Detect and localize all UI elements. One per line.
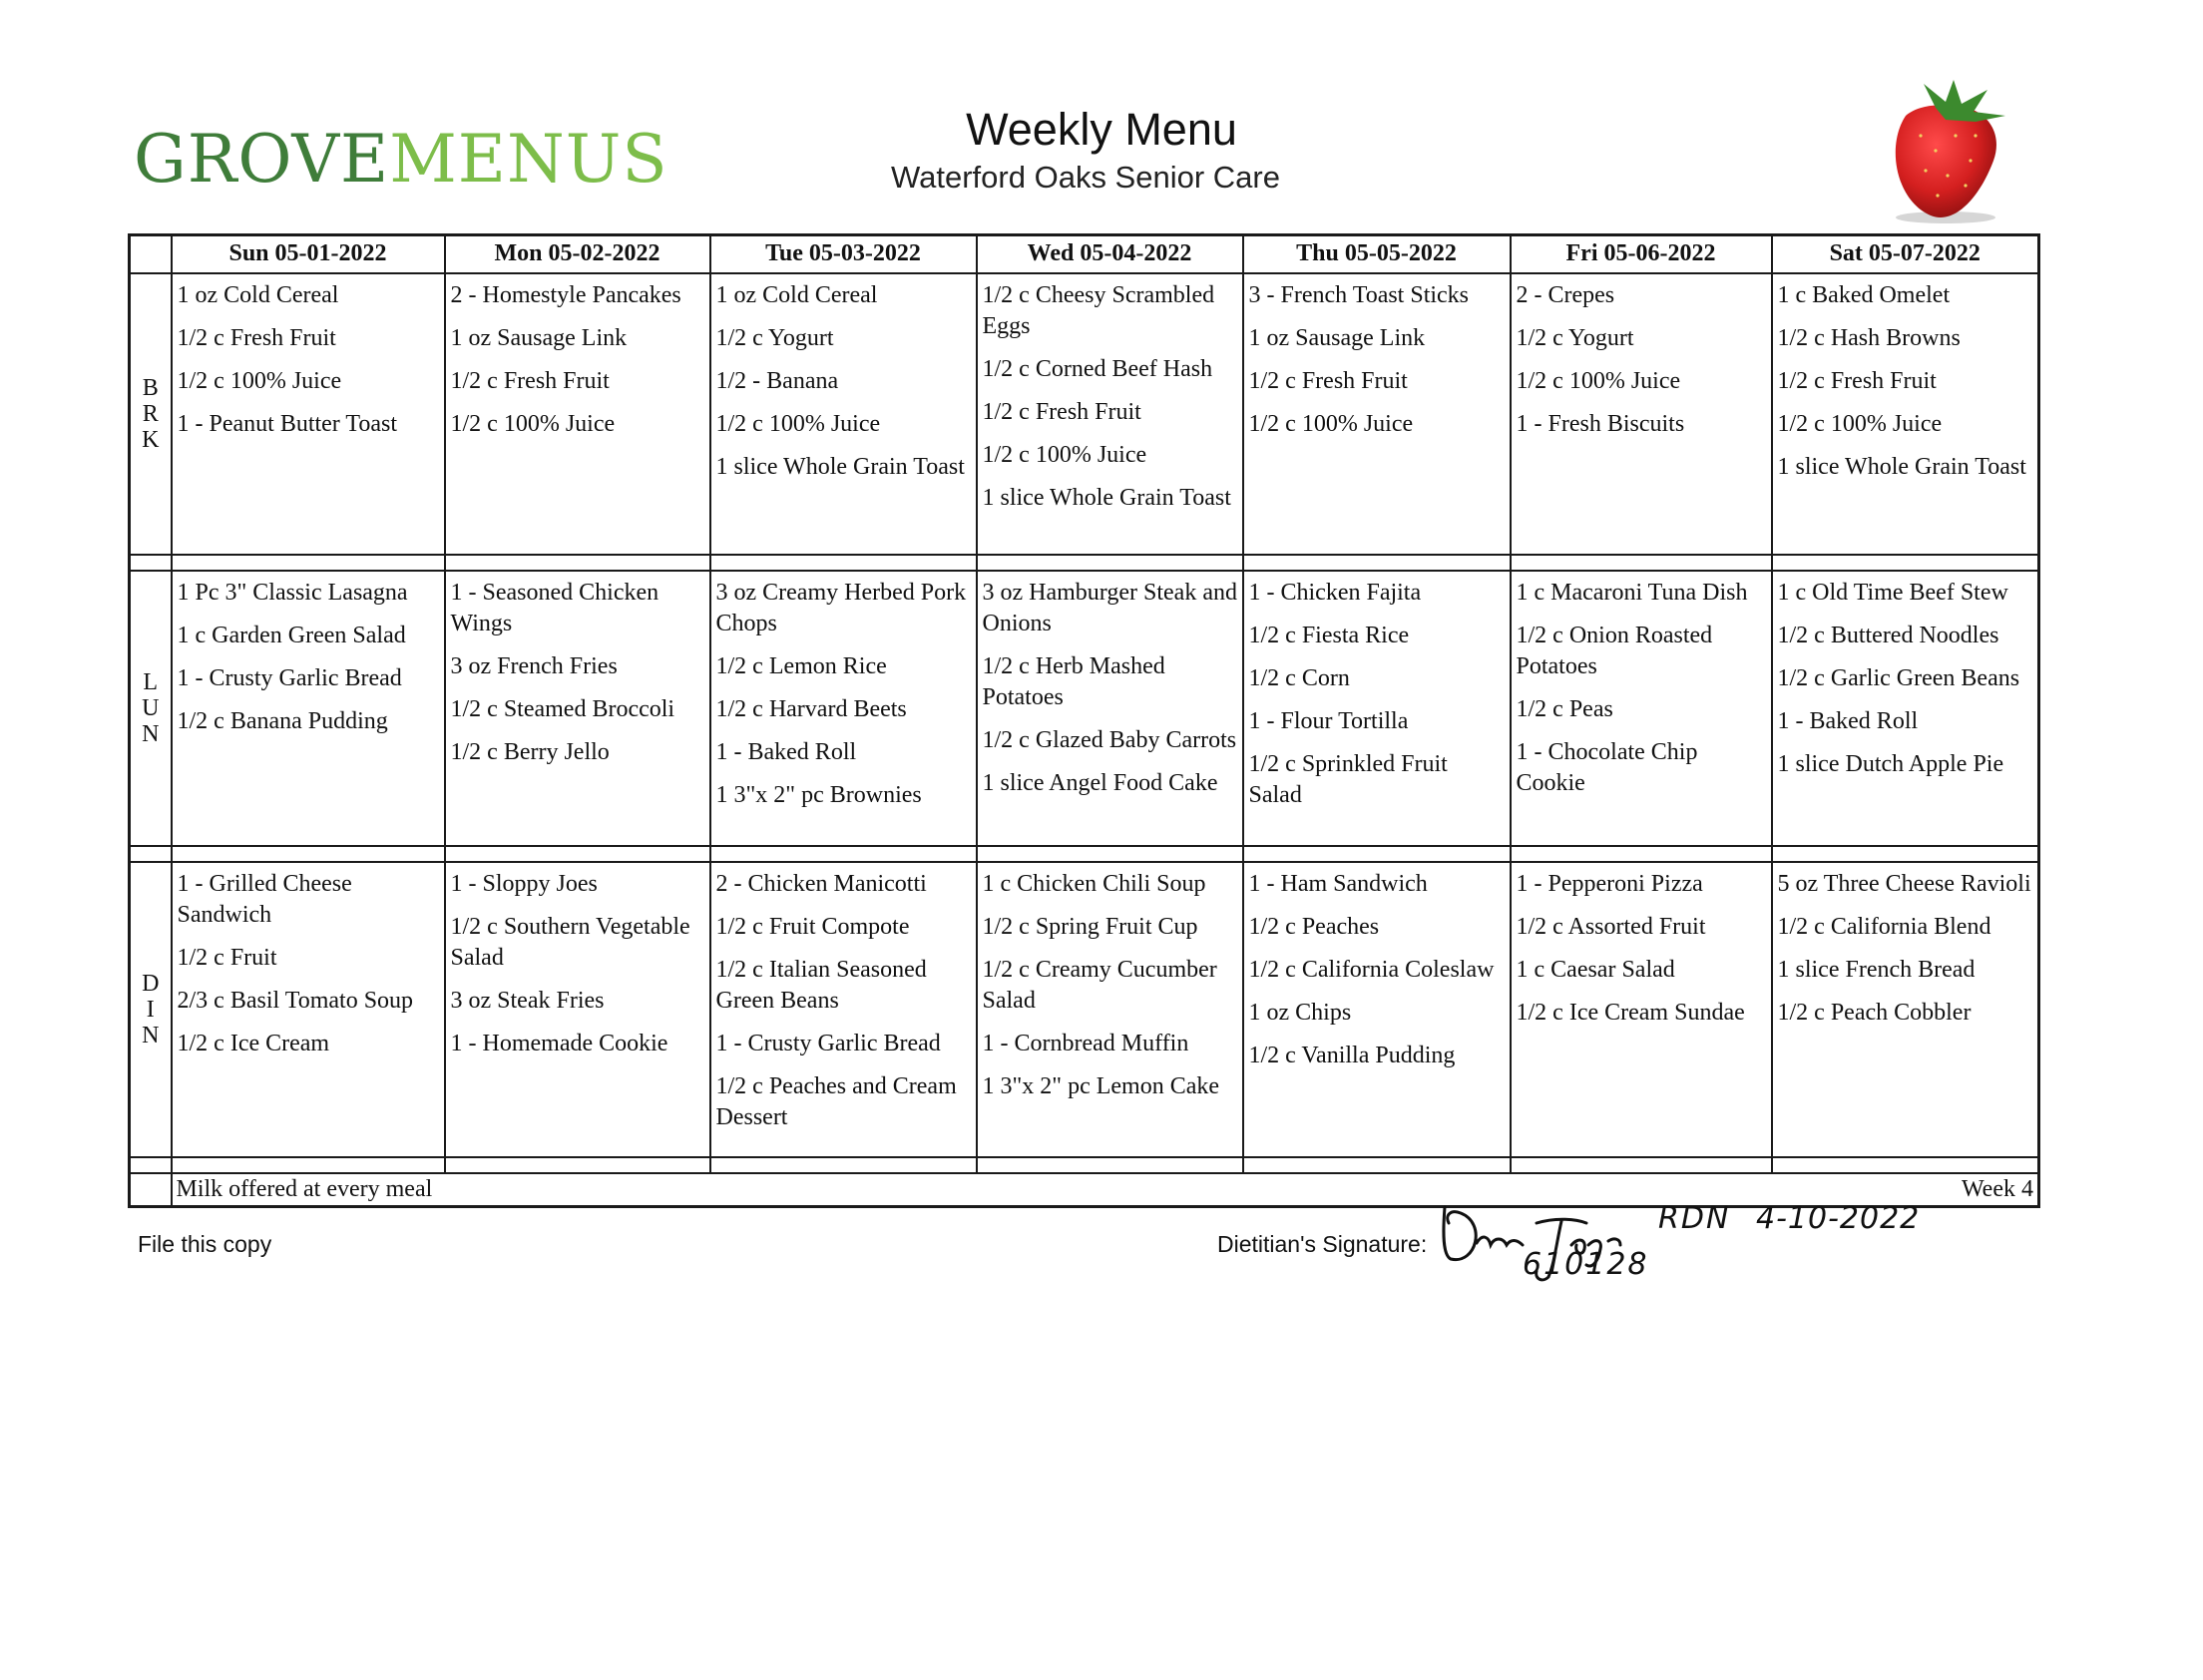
- corner-cell: [130, 235, 172, 273]
- menu-item: 1 oz Cold Cereal: [177, 281, 339, 308]
- menu-item: 1/2 c Corned Beef Hash: [982, 355, 1213, 382]
- menu-item: 1/2 c Spring Fruit Cup: [982, 913, 1198, 940]
- menu-item: 2 - Homestyle Pancakes: [450, 281, 681, 308]
- menu-item: 1/2 c Steamed Broccoli: [450, 695, 675, 722]
- menu-item: 1/2 c Fresh Fruit: [982, 398, 1141, 425]
- menu-item: 1 c Chicken Chili Soup: [982, 870, 1206, 897]
- menu-item: 1/2 c Buttered Noodles: [1777, 622, 1999, 648]
- menu-item: 1 c Garden Green Salad: [177, 622, 406, 648]
- menu-item: 1/2 c Peaches and Cream Dessert: [715, 1072, 957, 1130]
- menu-item: 1 - Crusty Garlic Bread: [715, 1030, 941, 1056]
- menu-table: [128, 233, 2040, 1208]
- row-divider: [130, 1157, 2039, 1173]
- row-divider: [130, 555, 2039, 571]
- milk-note: Milk offered at every meal: [176, 1175, 433, 1202]
- menu-item: 1 oz Sausage Link: [450, 324, 628, 351]
- menu-cell: [172, 273, 445, 555]
- day-header: Wed 05-04-2022: [977, 235, 1243, 273]
- week-label: Week 4: [1961, 1175, 2033, 1202]
- menu-cell: [1511, 273, 1772, 555]
- menu-item: 1/2 c Cheesy Scrambled Eggs: [982, 281, 1215, 339]
- menu-cell: [977, 273, 1243, 555]
- menu-item: 1 3"x 2" pc Brownies: [715, 781, 922, 808]
- meal-label-letter: R: [142, 400, 159, 427]
- menu-cell: [977, 571, 1243, 846]
- meal-label-letter: N: [142, 1022, 160, 1049]
- menu-item: 3 oz Hamburger Steak and Onions: [982, 579, 1237, 636]
- meal-label: [130, 862, 172, 1157]
- menu-item: 2/3 c Basil Tomato Soup: [177, 987, 414, 1014]
- menu-cell: [1772, 273, 2039, 555]
- meal-label-letter: K: [142, 426, 160, 453]
- menu-item: 1/2 c Herb Mashed Potatoes: [982, 652, 1165, 710]
- footer-corner: [130, 1173, 172, 1207]
- signature-credential: RDN: [1658, 1201, 1731, 1236]
- menu-item: 1 - Chocolate Chip Cookie: [1516, 738, 1698, 796]
- menu-item: 1/2 c Glazed Baby Carrots: [982, 726, 1237, 753]
- menu-item: 1/2 c Peach Cobbler: [1777, 999, 1972, 1026]
- menu-item: 1/2 c Corn: [1248, 664, 1350, 691]
- menu-item: 1 3"x 2" pc Lemon Cake: [982, 1072, 1220, 1099]
- file-copy-note: File this copy: [138, 1231, 272, 1257]
- menu-item: 1/2 c Fresh Fruit: [1248, 367, 1408, 394]
- logo-grove: GROVE: [134, 121, 390, 198]
- menu-item: 1 slice Dutch Apple Pie: [1777, 750, 2004, 777]
- menu-item: 1 - Baked Roll: [1777, 707, 1919, 734]
- meal-label: [130, 273, 172, 555]
- day-header: Fri 05-06-2022: [1511, 235, 1772, 273]
- menu-cell: [172, 571, 445, 846]
- menu-cell: [1511, 571, 1772, 846]
- menu-item: 1/2 c Hash Browns: [1777, 324, 1961, 351]
- menu-item: 1/2 c Fresh Fruit: [1777, 367, 1937, 394]
- menu-item: 5 oz Three Cheese Ravioli: [1777, 870, 2031, 897]
- menu-item: 1 - Fresh Biscuits: [1516, 410, 1685, 437]
- menu-item: 1 c Caesar Salad: [1516, 956, 1675, 983]
- menu-item: 1/2 c 100% Juice: [1777, 410, 1943, 437]
- menu-item: 1/2 - Banana: [715, 367, 839, 394]
- day-header: Sun 05-01-2022: [172, 235, 445, 273]
- day-header: Sat 05-07-2022: [1772, 235, 2039, 273]
- page-title: Weekly Menu: [966, 104, 1237, 155]
- menu-item: 1 - Seasoned Chicken Wings: [450, 579, 660, 636]
- menu-item: 1/2 c Fiesta Rice: [1248, 622, 1410, 648]
- day-header: Thu 05-05-2022: [1243, 235, 1511, 273]
- menu-item: 1 - Baked Roll: [715, 738, 857, 765]
- meal-label-letter: I: [146, 996, 155, 1023]
- meal-label-letter: D: [142, 970, 160, 997]
- menu-item: 1/2 c Fresh Fruit: [450, 367, 610, 394]
- menu-cell: [710, 862, 977, 1157]
- menu-item: 1/2 c 100% Juice: [982, 441, 1147, 468]
- menu-item: 2 - Crepes: [1516, 281, 1615, 308]
- menu-cell: [1772, 862, 2039, 1157]
- menu-item: 1/2 c Fruit: [177, 944, 277, 971]
- menu-item: 1/2 c Yogurt: [715, 324, 834, 351]
- menu-item: 1/2 c 100% Juice: [1248, 410, 1414, 437]
- menu-item: 1/2 c Creamy Cucumber Salad: [982, 956, 1217, 1014]
- menu-item: 1 - Ham Sandwich: [1248, 870, 1428, 897]
- menu-item: 1 - Flour Tortilla: [1248, 707, 1409, 734]
- signature-date: 4-10-2022: [1756, 1201, 1921, 1236]
- menu-cell: [445, 571, 710, 846]
- menu-item: 1/2 c Italian Seasoned Green Beans: [715, 956, 927, 1014]
- menu-item: 1 slice Angel Food Cake: [982, 769, 1218, 796]
- menu-item: 1 slice French Bread: [1777, 956, 1976, 983]
- menu-item: 1/2 c Peas: [1516, 695, 1613, 722]
- menu-item: 1/2 c California Blend: [1777, 913, 1991, 940]
- menu-item: 1/2 c 100% Juice: [1516, 367, 1681, 394]
- menu-item: 1 - Sloppy Joes: [450, 870, 598, 897]
- menu-item: 1/2 c Assorted Fruit: [1516, 913, 1706, 940]
- menu-item: 1 c Macaroni Tuna Dish: [1516, 579, 1748, 606]
- menu-item: 1/2 c Fresh Fruit: [177, 324, 336, 351]
- meal-row: [130, 862, 2039, 1157]
- menu-item: 3 - French Toast Sticks: [1248, 281, 1470, 308]
- row-divider: [130, 846, 2039, 862]
- menu-item: 3 oz French Fries: [450, 652, 618, 679]
- meal-row: [130, 273, 2039, 555]
- menu-item: 1 oz Cold Cereal: [715, 281, 878, 308]
- menu-cell: [977, 862, 1243, 1157]
- menu-item: 1/2 c Vanilla Pudding: [1248, 1042, 1456, 1068]
- menu-item: 1 - Cornbread Muffin: [982, 1030, 1189, 1056]
- menu-item: 1/2 c Southern Vegetable Salad: [450, 913, 690, 971]
- menu-cell: [1511, 862, 1772, 1157]
- menu-item: 1/2 c 100% Juice: [177, 367, 342, 394]
- menu-cell: [445, 862, 710, 1157]
- menu-item: 1/2 c Banana Pudding: [177, 707, 388, 734]
- menu-item: 1/2 c Fruit Compote: [715, 913, 910, 940]
- signature-label: Dietitian's Signature:: [1217, 1231, 1428, 1257]
- menu-item: 1 Pc 3" Classic Lasagna: [177, 579, 408, 606]
- strawberry-icon: [1876, 76, 2025, 225]
- menu-item: 1/2 c Ice Cream Sundae: [1516, 999, 1745, 1026]
- menu-item: 1/2 c Onion Roasted Potatoes: [1516, 622, 1713, 679]
- logo-menus: MENUS: [389, 121, 668, 198]
- menu-cell: [1772, 571, 2039, 846]
- menu-cell: [445, 273, 710, 555]
- menu-item: 1 - Peanut Butter Toast: [177, 410, 398, 437]
- menu-item: 1/2 c 100% Juice: [450, 410, 616, 437]
- meal-label: [130, 571, 172, 846]
- meal-label-letter: B: [142, 374, 159, 401]
- menu-cell: [1243, 862, 1511, 1157]
- menu-item: 3 oz Steak Fries: [450, 987, 605, 1014]
- menu-item: 1 - Grilled Cheese Sandwich: [177, 870, 352, 928]
- menu-item: 1/2 c 100% Juice: [715, 410, 881, 437]
- menu-item: 2 - Chicken Manicotti: [715, 870, 927, 897]
- menu-item: 1 - Chicken Fajita: [1248, 579, 1422, 606]
- day-header: Mon 05-02-2022: [445, 235, 710, 273]
- menu-item: 1 slice Whole Grain Toast: [715, 453, 965, 480]
- menu-item: 1/2 c Peaches: [1248, 913, 1380, 940]
- menu-item: 1 slice Whole Grain Toast: [982, 484, 1231, 511]
- menu-item: 1/2 c Lemon Rice: [715, 652, 887, 679]
- menu-cell: [710, 273, 977, 555]
- menu-cell: [1243, 571, 1511, 846]
- menu-item: 1 - Crusty Garlic Bread: [177, 664, 402, 691]
- meal-label-letter: L: [143, 668, 159, 695]
- menu-item: 1/2 c Yogurt: [1516, 324, 1634, 351]
- menu-item: 1/2 c Ice Cream: [177, 1030, 330, 1056]
- menu-item: 1 c Baked Omelet: [1777, 281, 1951, 308]
- menu-item: 1 oz Chips: [1248, 999, 1352, 1026]
- signature-number: 610128: [1523, 1247, 1649, 1282]
- meal-row: [130, 571, 2039, 846]
- facility-name: Waterford Oaks Senior Care: [891, 160, 1280, 195]
- menu-item: 1/2 c Berry Jello: [450, 738, 610, 765]
- meal-label-letter: N: [142, 720, 160, 747]
- menu-cell: [710, 571, 977, 846]
- menu-cell: [1243, 273, 1511, 555]
- menu-item: 1 - Pepperoni Pizza: [1516, 870, 1703, 897]
- menu-item: 1 c Old Time Beef Stew: [1777, 579, 2008, 606]
- menu-item: 1/2 c Harvard Beets: [715, 695, 907, 722]
- menu-item: 3 oz Creamy Herbed Pork Chops: [715, 579, 967, 636]
- menu-item: 1/2 c California Coleslaw: [1248, 956, 1495, 983]
- menu-item: 1 oz Sausage Link: [1248, 324, 1426, 351]
- menu-item: 1/2 c Garlic Green Beans: [1777, 664, 2020, 691]
- menu-item: 1 slice Whole Grain Toast: [1777, 453, 2026, 480]
- menu-item: 1/2 c Sprinkled Fruit Salad: [1248, 750, 1448, 808]
- menu-item: 1 - Homemade Cookie: [450, 1030, 668, 1056]
- meal-label-letter: U: [142, 694, 160, 721]
- day-header-row: [130, 235, 2039, 273]
- day-header: Tue 05-03-2022: [710, 235, 977, 273]
- menu-cell: [172, 862, 445, 1157]
